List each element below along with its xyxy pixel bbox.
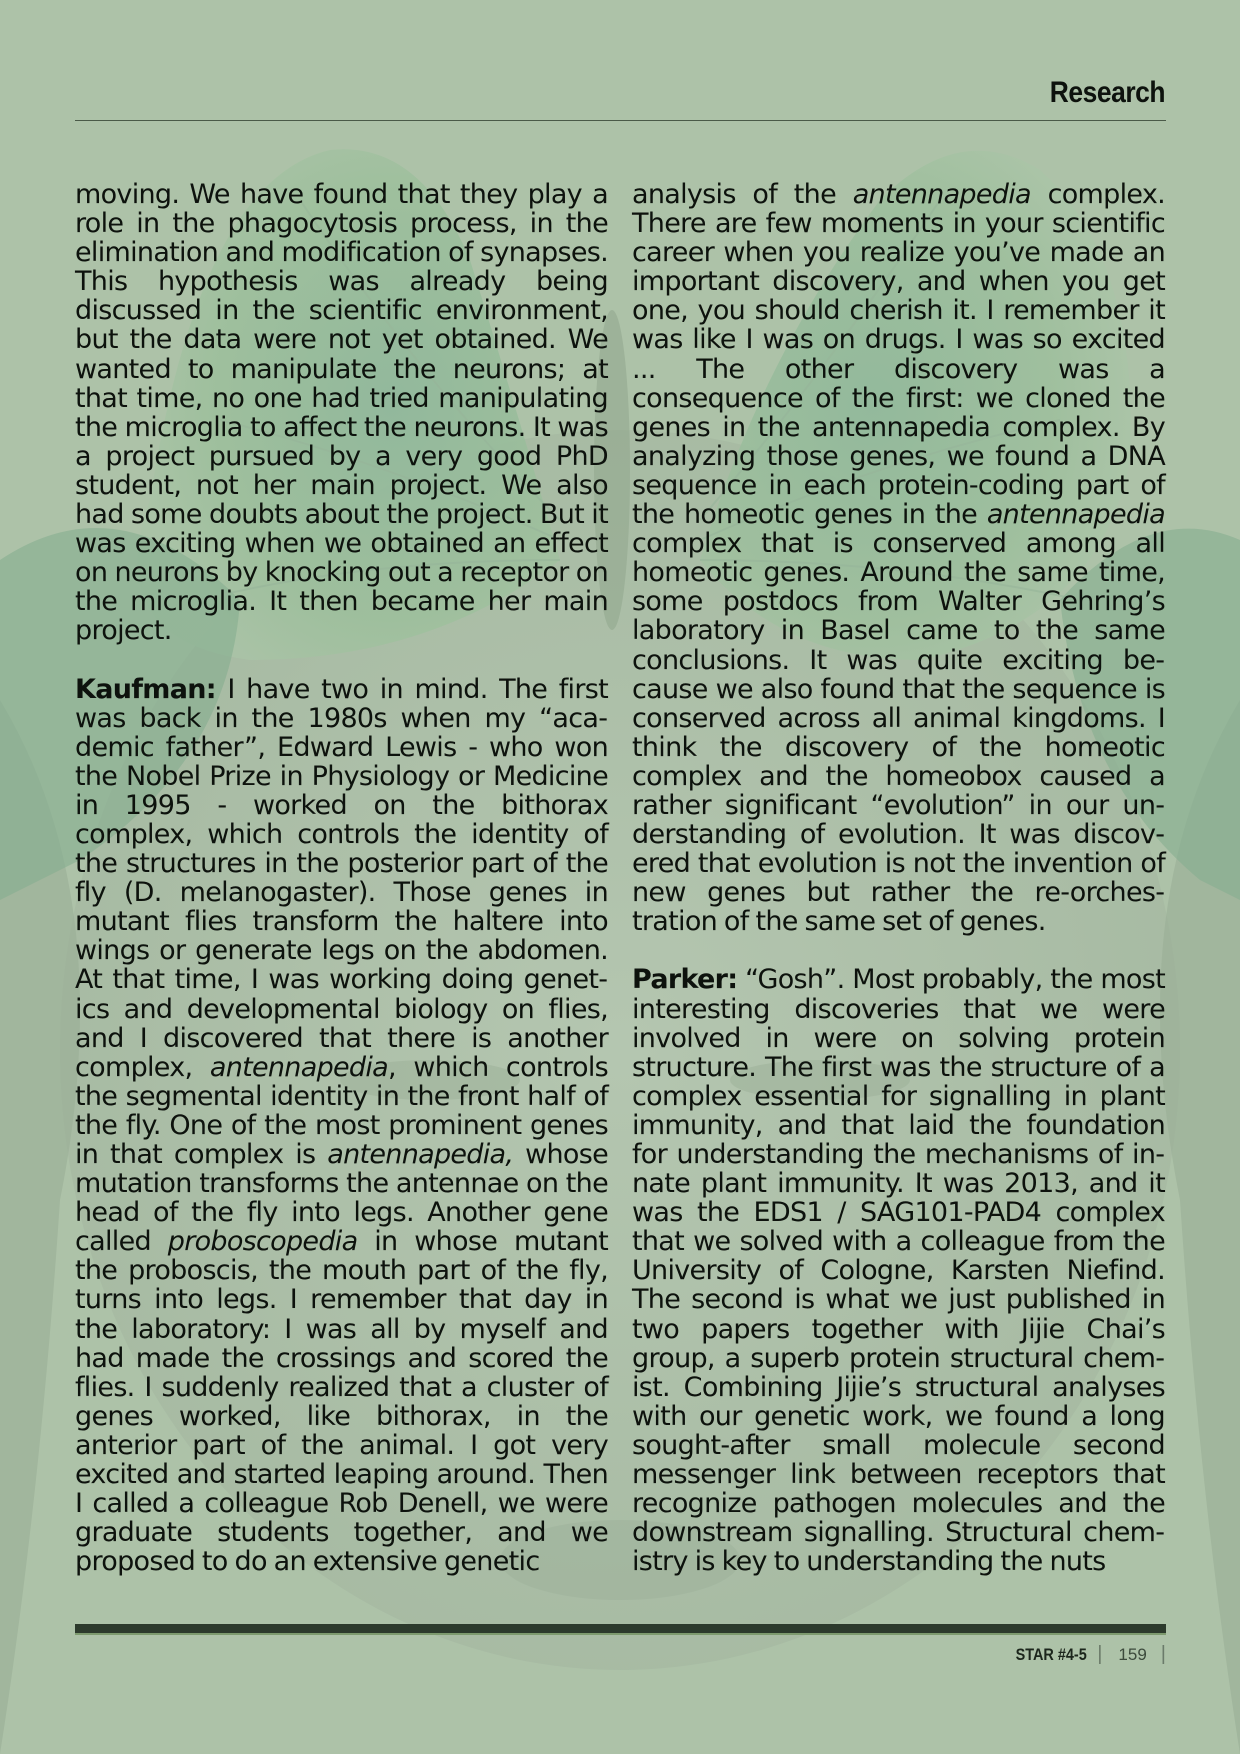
footer-separator: | — [1097, 1643, 1103, 1665]
footer-divider — [75, 1624, 1166, 1633]
paragraph-text: , which controls the segmental identity in the front half of the fly. One of the most prominent genes in that complex is — [75, 1051, 608, 1170]
parker-answer — [632, 965, 1165, 1576]
italic-term: antennapedia — [986, 499, 1165, 531]
italic-term: antennapedia, — [327, 1139, 514, 1170]
paragraph-text: analysis of the — [632, 179, 853, 210]
kaufman-answer — [75, 675, 608, 1577]
italic-term: proboscopedia — [167, 1226, 358, 1258]
left-text-column — [75, 180, 608, 1576]
page-number: 159 — [1118, 1644, 1147, 1664]
paragraph-text: complex that is conserved among all homeotic genes. Around the same time, some postdocs from Walter Gehring’s laboratory in Basel came to the same conclusions. It was quite exciting because we also found that the sequence is conserved across all animal kingdoms. I think the discovery of the homeotic complex and the homeobox caused a rather significant “evolution” in our understanding of evolution. It was discovered that evolution is not the invention of new genes but rather the re-orchestration of the same set of genes. — [632, 528, 1165, 938]
footer-divider-accent — [75, 1633, 1166, 1635]
italic-term: antennapedia — [852, 179, 1031, 210]
speaker-name: Parker: — [632, 964, 738, 996]
paragraph-text: “Gosh”. Most probably, the most interesting discoveries that we were involved in were on solving protein structure. The first was the structure of a complex essential for signalling in plant immunity, and that laid the foundation for understanding the mechanisms of innate plant immunity. It was 2013, and it was the EDS1 / SAG101-PAD4 complex that we solved with a colleague from the University of Cologne, Karsten Niefind. The second is what we just published in two papers together with Jijie Chai’s group, a superb protein structural chemist. Combining Jijie’s structural analyses with our genetic work, we found a long sought-after small molecule second messenger link between receptors that recognize pathogen molecules and the downstream signalling. Structural chemistry is key to understanding the nuts — [632, 964, 1165, 1578]
page-footer — [1003, 1643, 1166, 1666]
header-divider — [75, 120, 1166, 121]
paragraph-text: moving. We have found that they play a role in the phagocytosis process, in the elimination and modification of synapses. This hypothesis was already being discussed in the scientific environment, but the data were not yet obtained. We wanted to manipulate the neurons; at that time, no one had tried manipulating the microglia to affect the neurons. It was a project pursued by a very good PhD student, not her main project. We also had some doubts about the project. But it was exciting when we obtained an effect on neurons by knocking out a receptor on the microglia. It then became her main project. — [75, 179, 608, 647]
speaker-name: Kaufman: — [75, 673, 216, 705]
section-title: Research — [1049, 76, 1165, 109]
paragraph-text: whose mutation transforms the antennae on the head of the fly into legs. Another gene called — [75, 1139, 608, 1258]
right-text-column — [632, 180, 1165, 1576]
italic-term: antennapedia — [209, 1051, 389, 1083]
paragraph-text: complex. There are few moments in your scientific career when you realize you’ve made an important discovery, and when you get one, you should cherish it. I remember it was like I was on drugs. I was so excited ... The other discovery was a consequence of the first: we cloned the genes in the antennapedia complex. By analyzing those genes, we found a DNA sequence in each protein-coding part of the homeotic genes in the — [632, 179, 1165, 531]
magazine-issue: STAR #4-5 — [1016, 1644, 1088, 1664]
paragraph-text: I have two in mind. The first was back in the 1980s when my “academic father”, Edward Lewis - who won the Nobel Prize in Physiology or Medicine in 1995 - worked on the bithorax complex, which controls the identity of the structures in the posterior part of the fly (D. melanogaster). Those genes in mutant flies transform the haltere into wings or generate legs on the abdomen. At that time, I was working doing genetics and developmental biology on flies, and I discovered that there is another complex, — [75, 673, 608, 1083]
footer-separator: | — [1160, 1643, 1166, 1665]
paragraph-text: in whose mutant the proboscis, the mouth part of the fly, turns into legs. I remember that day in the laboratory: I was all by myself and had made the crossings and scored the flies. I suddenly realized that a cluster of genes worked, like bithorax, in the anterior part of the animal. I got very excited and started leaping around. Then I called a colleague Rob Denell, we were graduate students together, and we proposed to do an extensive genetic — [75, 1226, 608, 1578]
paragraph-continuation — [75, 180, 608, 646]
kaufman-answer-continued — [632, 180, 1165, 936]
